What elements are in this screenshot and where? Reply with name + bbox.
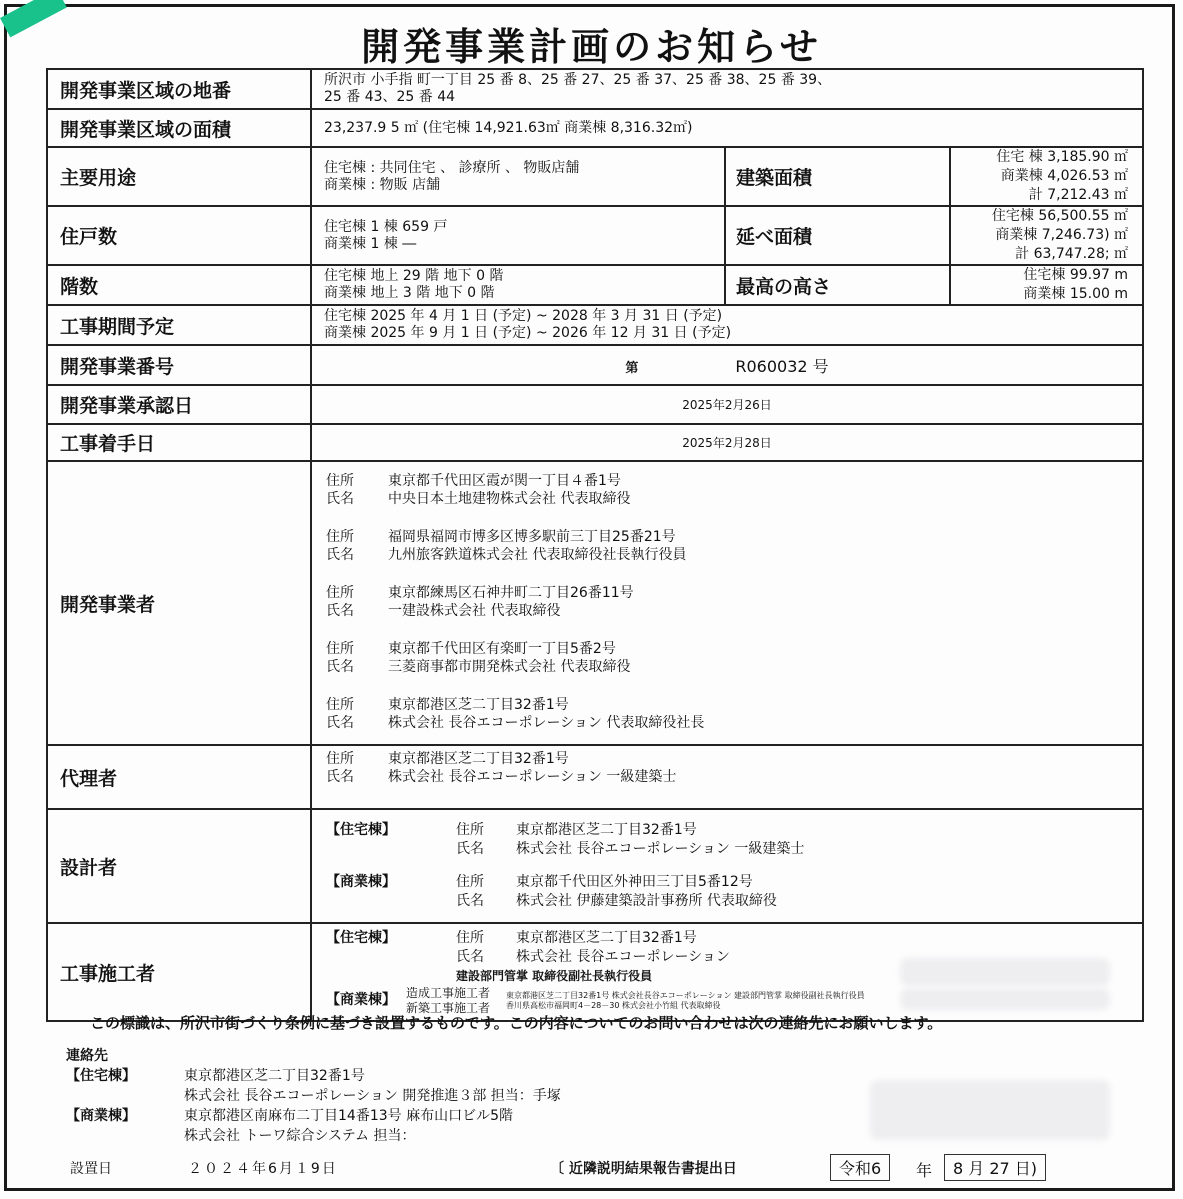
builder-new-label: 新築工事施工者 bbox=[406, 1000, 491, 1015]
value-use bbox=[311, 147, 725, 206]
developer-entry bbox=[326, 472, 1128, 508]
contact-com-tag: 【商業棟】 bbox=[66, 1108, 136, 1124]
set-date-value: ２０２４年6月１9日 bbox=[188, 1161, 338, 1177]
value-floors bbox=[311, 265, 725, 305]
builder-site-label: 造成工事施工者 bbox=[406, 985, 491, 1000]
height-res: 住宅棟 99.97 m bbox=[1023, 267, 1129, 283]
value-start: 2025年2月28日 bbox=[311, 424, 1143, 461]
row-floors bbox=[47, 265, 1143, 305]
label-floor-area: 延べ面積 bbox=[725, 206, 950, 265]
notice-text: この標識は、所沢市街づくり条例に基づき設置するものです。この内容についてのお問い合わせは次の連絡先にお願いします。 bbox=[90, 1014, 943, 1032]
agent-name: 株式会社 長谷エコーポレーション 一級建築士 bbox=[388, 769, 677, 785]
row-agent bbox=[47, 745, 1143, 809]
contact-res-tag: 【住宅棟】 bbox=[66, 1068, 136, 1084]
addr-key: 住所 bbox=[456, 822, 484, 838]
label-floors: 階数 bbox=[47, 265, 311, 305]
label-builder: 工事施工者 bbox=[47, 923, 311, 1021]
builder-new-text: 香川県高松市福岡町4－28－30 株式会社小竹組 代表取締役 bbox=[506, 1000, 721, 1010]
developer-addr: 東京都千代田区霞が関一丁目４番1号 bbox=[388, 473, 621, 489]
addr-key: 住所 bbox=[326, 751, 354, 767]
name-key: 氏名 bbox=[326, 491, 354, 507]
label-area: 開発事業区域の面積 bbox=[47, 109, 311, 147]
developer-name: 株式会社 長谷エコーポレーション 代表取締役社長 bbox=[388, 715, 705, 731]
floors-line-1: 住宅棟 地上 29 階 地下 0 階 bbox=[324, 268, 504, 284]
building-area-total: 計 7,212.43 ㎡ bbox=[1028, 187, 1129, 203]
name-key: 氏名 bbox=[326, 715, 354, 731]
value-floor-area bbox=[950, 206, 1143, 265]
redaction-blur bbox=[900, 958, 1110, 986]
designer-res-name: 株式会社 長谷エコーポレーション 一級建築士 bbox=[516, 841, 805, 857]
label-start: 工事着手日 bbox=[47, 424, 311, 461]
info-table bbox=[46, 68, 1144, 1022]
value-designer bbox=[311, 809, 1143, 923]
addr-key: 住所 bbox=[456, 874, 484, 890]
redaction-blur bbox=[900, 988, 1110, 1010]
row-developer bbox=[47, 461, 1143, 745]
name-key: 氏名 bbox=[456, 893, 484, 909]
units-line-2: 商業棟 1 棟 ― bbox=[324, 235, 417, 252]
row-designer bbox=[47, 809, 1143, 923]
label-agent: 代理者 bbox=[47, 745, 311, 809]
designer-res-tag: 【住宅棟】 bbox=[326, 822, 396, 838]
label-use: 主要用途 bbox=[47, 147, 311, 206]
report-era: 令和6 bbox=[830, 1154, 890, 1181]
value-lot bbox=[311, 69, 1143, 109]
value-developer bbox=[311, 461, 1143, 745]
value-approval: 2025年2月26日 bbox=[311, 385, 1143, 424]
value-building-area bbox=[950, 147, 1143, 206]
value-max-height bbox=[950, 265, 1143, 305]
floors-line-2: 商業棟 地上 3 階 地下 0 階 bbox=[324, 285, 495, 301]
contact-com-line1: 東京都港区南麻布二丁目14番13号 麻布山口ビル5階 bbox=[184, 1108, 513, 1124]
developer-name: 九州旅客鉄道株式会社 代表取締役社長執行役員 bbox=[388, 547, 687, 563]
label-units: 住戸数 bbox=[47, 206, 311, 265]
name-key: 氏名 bbox=[326, 769, 354, 785]
label-number: 開発事業番号 bbox=[47, 345, 311, 385]
number-value: R060032 号 bbox=[735, 356, 829, 376]
row-use bbox=[47, 147, 1143, 206]
developer-name: 中央日本土地建物株式会社 代表取締役 bbox=[388, 491, 631, 507]
period-line-1: 住宅棟 2025 年 4 月 1 日 (予定) ~ 2028 年 3 月 31 日 (予定) bbox=[324, 308, 723, 324]
contact-res-line2: 株式会社 長谷エコーポレーション 開発推進３部 担当：手塚 bbox=[184, 1088, 561, 1104]
designer-com-tag: 【商業棟】 bbox=[326, 874, 396, 890]
label-designer: 設計者 bbox=[47, 809, 311, 923]
value-area: 23,237.9 5 ㎡ (住宅棟 14,921.63㎡ 商業棟 8,316.32㎡) bbox=[311, 109, 1143, 147]
label-developer: 開発事業者 bbox=[47, 461, 311, 745]
floor-area-com: 商業棟 7,246.73) ㎡ bbox=[995, 227, 1129, 243]
value-units bbox=[311, 206, 725, 265]
developer-entry bbox=[326, 528, 1128, 564]
developer-entry bbox=[326, 584, 1128, 620]
addr-key: 住所 bbox=[326, 641, 354, 657]
builder-site-text: 東京都港区芝二丁目32番1号 株式会社長谷エコーポレーション 建設部門管掌 取締役副社長執行役員 bbox=[506, 990, 865, 1000]
developer-addr: 東京都千代田区有楽町一丁目5番2号 bbox=[388, 641, 616, 657]
developer-entry bbox=[326, 640, 1128, 676]
contact-label: 連絡先 bbox=[66, 1048, 108, 1064]
label-period: 工事期間予定 bbox=[47, 305, 311, 345]
addr-key: 住所 bbox=[326, 473, 354, 489]
label-approval: 開発事業承認日 bbox=[47, 385, 311, 424]
period-line-2: 商業棟 2025 年 9 月 1 日 (予定) ~ 2026 年 12 月 31 日 (予定) bbox=[324, 325, 732, 341]
report-month: 8 月 27 日) bbox=[944, 1154, 1046, 1181]
addr-key: 住所 bbox=[326, 697, 354, 713]
row-lot bbox=[47, 69, 1143, 109]
units-line-1: 住宅棟 1 棟 659 戸 bbox=[324, 218, 448, 235]
developer-addr: 東京都練馬区石神井町二丁目26番11号 bbox=[388, 585, 634, 601]
builder-res-addr: 東京都港区芝二丁目32番1号 bbox=[516, 929, 697, 946]
label-lot: 開発事業区域の地番 bbox=[47, 69, 311, 109]
designer-com-name: 株式会社 伊藤建築設計事務所 代表取締役 bbox=[516, 893, 777, 909]
builder-com-tag: 【商業棟】 bbox=[326, 992, 396, 1008]
builder-res-name: 株式会社 長谷エコーポレーション bbox=[516, 948, 730, 965]
developer-name: 一建設株式会社 代表取締役 bbox=[388, 603, 561, 619]
floor-area-total: 計 63,747.28; ㎡ bbox=[1015, 246, 1129, 262]
name-key: 氏名 bbox=[326, 547, 354, 563]
developer-name: 三菱商事都市開発株式会社 代表取締役 bbox=[388, 659, 631, 675]
building-area-com: 商業棟 4,026.53 ㎡ bbox=[1000, 168, 1129, 184]
developer-addr: 東京都港区芝二丁目32番1号 bbox=[388, 697, 569, 713]
report-label: 〔 近隣説明結果報告書提出日 bbox=[550, 1161, 737, 1177]
designer-com-addr: 東京都千代田区外神田三丁目5番12号 bbox=[516, 874, 753, 890]
designer-res-addr: 東京都港区芝二丁目32番1号 bbox=[516, 822, 697, 838]
row-area bbox=[47, 109, 1143, 147]
name-key: 氏名 bbox=[456, 948, 484, 965]
name-key: 氏名 bbox=[326, 603, 354, 619]
builder-res-tag: 【住宅棟】 bbox=[326, 929, 396, 946]
value-period bbox=[311, 305, 1143, 345]
addr-key: 住所 bbox=[326, 585, 354, 601]
redaction-blur bbox=[870, 1080, 1110, 1140]
label-max-height: 最高の高さ bbox=[725, 265, 950, 305]
report-year-unit: 年 bbox=[916, 1161, 933, 1180]
builder-res-extra: 建設部門管掌 取締役副社長執行役員 bbox=[456, 968, 653, 983]
name-key: 氏名 bbox=[456, 841, 484, 857]
row-period bbox=[47, 305, 1143, 345]
value-agent bbox=[311, 745, 1143, 809]
contact-com-line2: 株式会社 トーワ綜合システム 担当： bbox=[184, 1128, 416, 1144]
value-number bbox=[311, 345, 1143, 385]
number-prefix: 第 bbox=[625, 360, 639, 376]
use-line-2: 商業棟 : 物販 店舗 bbox=[324, 176, 441, 193]
developer-entry bbox=[326, 696, 1128, 732]
addr-key: 住所 bbox=[456, 929, 484, 946]
developer-addr: 福岡県福岡市博多区博多駅前三丁目25番21号 bbox=[388, 529, 676, 545]
building-area-res: 住宅 棟 3,185.90 ㎡ bbox=[996, 149, 1129, 165]
height-com: 商業棟 15.00 m bbox=[1023, 286, 1129, 302]
addr-key: 住所 bbox=[326, 529, 354, 545]
lot-line-2: 25 番 43、25 番 44 bbox=[324, 89, 456, 105]
set-date-label: 設置日 bbox=[70, 1161, 112, 1177]
row-number bbox=[47, 345, 1143, 385]
name-key: 氏名 bbox=[326, 659, 354, 675]
agent-addr: 東京都港区芝二丁目32番1号 bbox=[388, 751, 569, 767]
floor-area-res: 住宅棟 56,500.55 ㎡ bbox=[991, 208, 1129, 224]
row-approval bbox=[47, 385, 1143, 424]
row-start bbox=[47, 424, 1143, 461]
contact-res-line1: 東京都港区芝二丁目32番1号 bbox=[184, 1068, 365, 1084]
row-units bbox=[47, 206, 1143, 265]
page-title: 開発事業計画のお知らせ bbox=[361, 25, 822, 69]
use-line-1: 住宅棟 : 共同住宅 、 診療所 、 物販店舗 bbox=[324, 159, 580, 176]
label-building-area: 建築面積 bbox=[725, 147, 950, 206]
lot-line-1: 所沢市 小手指 町一丁目 25 番 8、25 番 27、25 番 37、25 番 38、25 番 39、 bbox=[324, 72, 832, 88]
contact-block bbox=[66, 1046, 561, 1146]
